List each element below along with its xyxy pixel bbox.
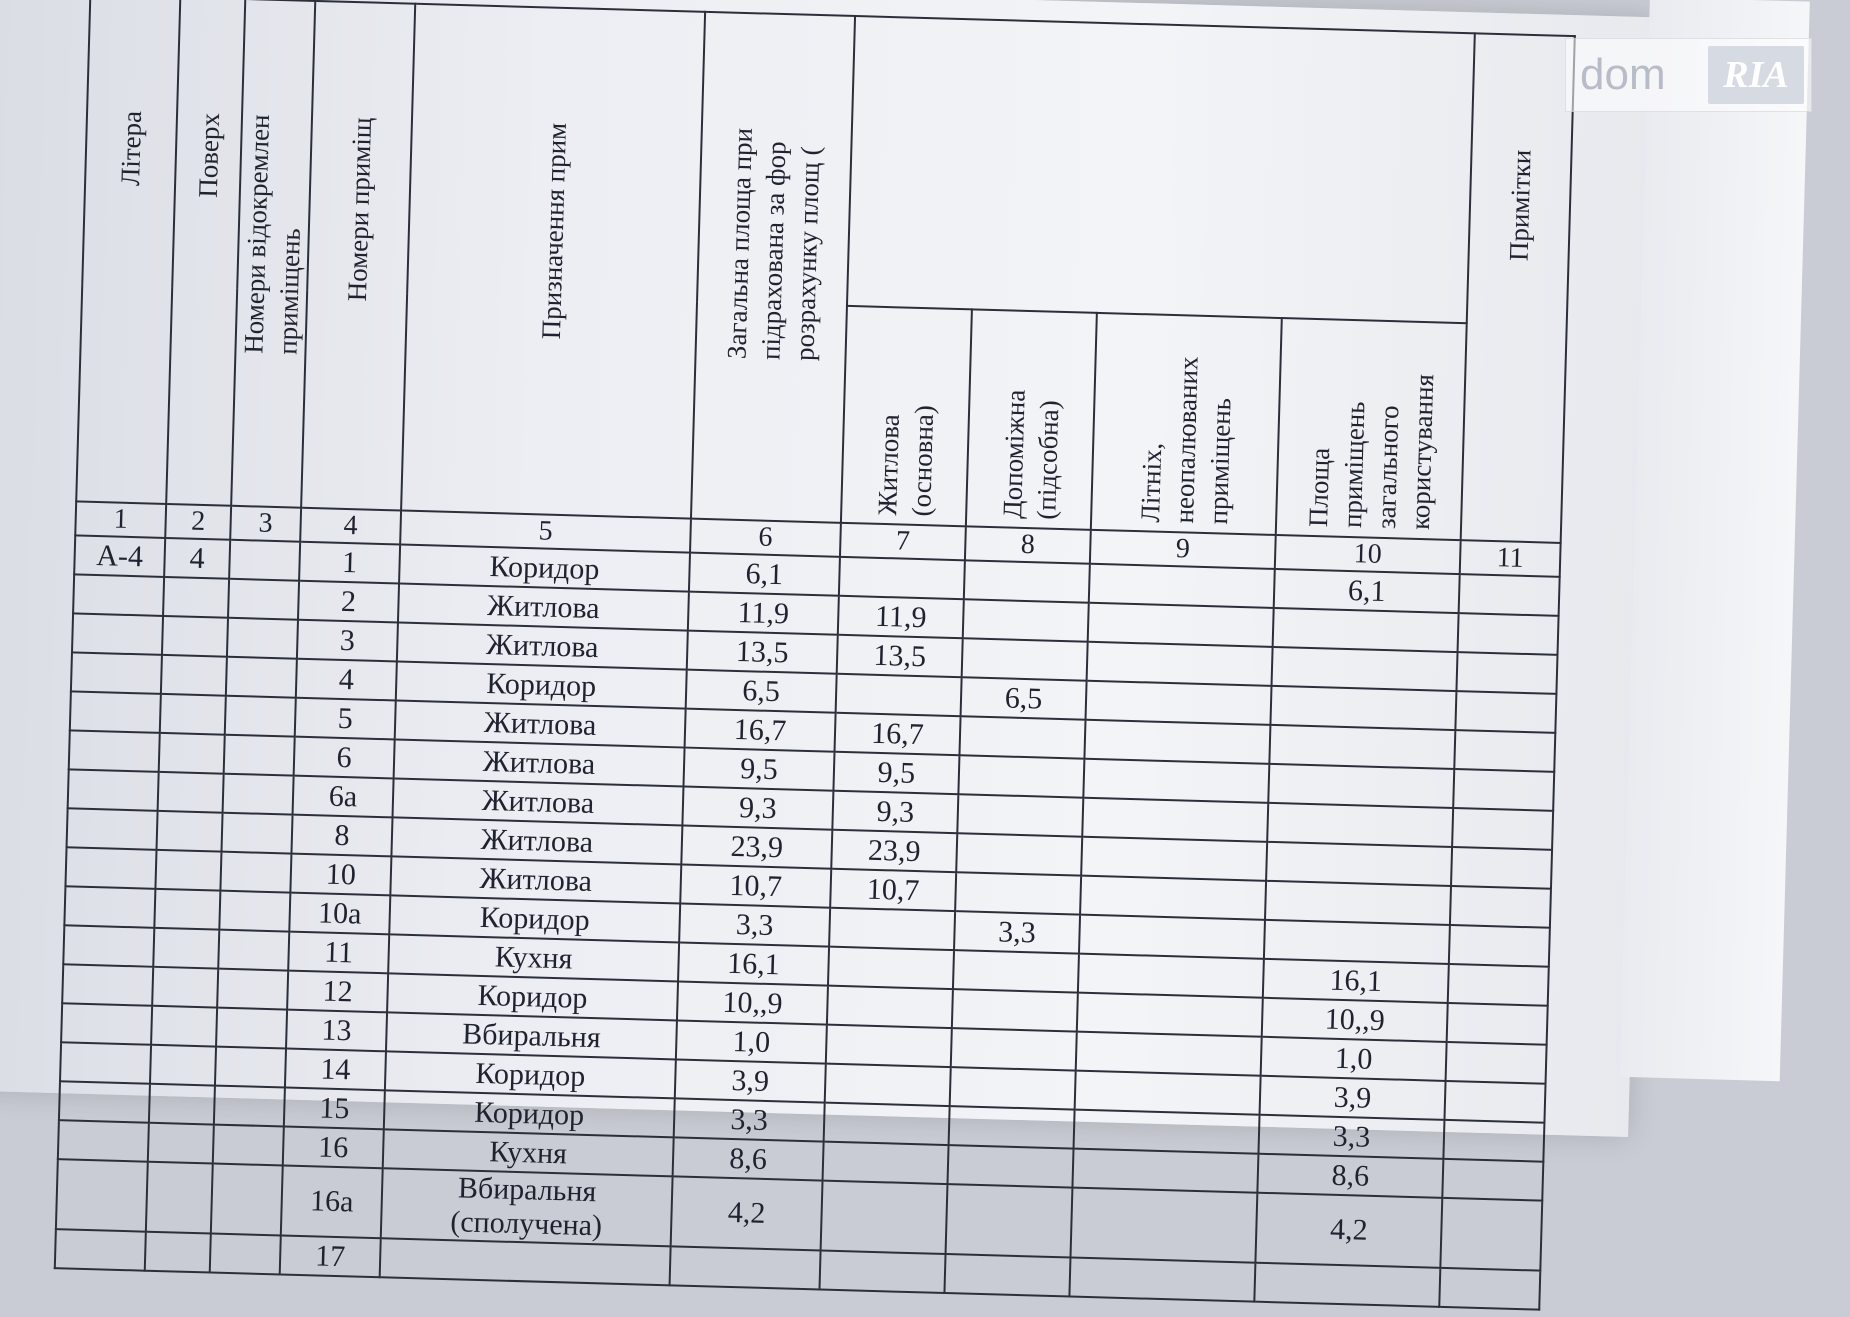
cell-common-area: 8,6 <box>1257 1154 1443 1198</box>
cell-note <box>1447 1003 1548 1045</box>
cell-summer-area <box>1088 603 1274 647</box>
cell-floor <box>154 889 220 930</box>
cell-purpose <box>380 1238 671 1285</box>
cell-separate <box>225 696 296 737</box>
cell-floor <box>148 1123 214 1164</box>
cell-litera <box>72 613 163 654</box>
cell-total-area: 16,7 <box>685 709 836 752</box>
cell-note <box>1454 730 1555 772</box>
cell-summer-area <box>1069 1258 1255 1302</box>
cell-litera <box>58 1120 149 1161</box>
cell-common-area <box>1268 764 1454 808</box>
cell-common-area <box>1264 920 1450 964</box>
header-summer-rooms: Літніх, неопалюваних приміщень <box>1091 313 1282 535</box>
cell-common-area: 3,3 <box>1258 1115 1444 1159</box>
cell-room-number: 5 <box>295 698 396 740</box>
cell-common-area <box>1269 725 1455 769</box>
cell-summer-area <box>1074 1110 1260 1154</box>
cell-room-number: 15 <box>284 1088 385 1130</box>
cell-common-area: 1,0 <box>1261 1037 1447 1081</box>
cell-separate <box>220 852 291 893</box>
cell-summer-area <box>1086 681 1272 725</box>
cell-note <box>1458 613 1559 655</box>
cell-common-area: 4,2 <box>1255 1193 1442 1268</box>
header-total-area: Загальна площа при підрахована за фор розрахунку площ ( <box>691 12 855 523</box>
cell-floor <box>145 1232 211 1273</box>
cell-summer-area <box>1082 798 1268 842</box>
cell-living-area: 13,5 <box>837 635 963 677</box>
header-floor: Поверх <box>166 0 245 506</box>
column-number: 8 <box>965 526 1091 563</box>
cell-auxiliary-area <box>956 833 1082 875</box>
cell-separate <box>228 579 299 620</box>
cell-litera <box>67 808 158 849</box>
cell-summer-area <box>1070 1188 1257 1263</box>
cell-litera <box>64 886 155 927</box>
cell-purpose: Житлова <box>393 778 684 825</box>
cell-litera <box>55 1229 146 1270</box>
header-living-area: Житлова (основна) <box>841 306 972 526</box>
cell-note <box>1453 769 1554 811</box>
ria-logo-icon: RIA <box>1708 46 1804 104</box>
header-separate-rooms: Номери відокремлен приміщень <box>231 0 315 508</box>
header-area-group <box>847 16 1475 323</box>
column-number: 5 <box>400 511 691 553</box>
cell-room-number: 10 <box>290 854 391 896</box>
cell-auxiliary-area <box>946 1184 1073 1257</box>
cell-separate <box>218 930 289 971</box>
cell-summer-area <box>1083 759 1269 803</box>
cell-floor <box>151 1006 217 1047</box>
cell-room-number: 11 <box>288 932 389 974</box>
cell-floor <box>155 850 221 891</box>
cell-living-area <box>823 1142 949 1184</box>
cell-purpose: Житлова <box>391 817 682 864</box>
cell-note <box>1443 1120 1544 1162</box>
cell-total-area: 13,5 <box>687 631 838 674</box>
cell-total-area: 8,6 <box>673 1137 824 1180</box>
cell-separate <box>211 1164 283 1236</box>
cell-summer-area <box>1084 720 1270 764</box>
cell-litera <box>63 925 154 966</box>
cell-room-number: 6 <box>294 737 395 779</box>
cell-summer-area <box>1072 1149 1258 1193</box>
cell-litera <box>73 574 164 615</box>
cell-living-area <box>819 1251 945 1293</box>
cell-purpose: Кухня <box>388 934 679 981</box>
cell-auxiliary-area <box>949 1106 1075 1148</box>
cell-note <box>1440 1198 1542 1271</box>
cell-summer-area <box>1077 993 1263 1037</box>
cell-living-area: 11,9 <box>838 596 964 638</box>
cell-room-number: 14 <box>285 1049 386 1091</box>
cell-living-area <box>829 908 955 950</box>
cell-room-number: 17 <box>280 1235 381 1277</box>
cell-total-area: 3,3 <box>674 1098 825 1141</box>
cell-litera <box>65 847 156 888</box>
cell-note <box>1444 1081 1545 1123</box>
cell-separate <box>213 1125 284 1166</box>
cell-separate <box>221 813 292 854</box>
cell-total-area: 11,9 <box>688 592 839 635</box>
cell-auxiliary-area <box>944 1254 1070 1296</box>
cell-auxiliary-area <box>957 794 1083 836</box>
cell-room-number: 16 <box>283 1126 384 1168</box>
cell-summer-area <box>1087 642 1273 686</box>
cell-litera <box>62 964 153 1005</box>
column-number: 10 <box>1275 535 1461 574</box>
cell-note <box>1451 847 1552 889</box>
cell-floor <box>157 811 223 852</box>
cell-litera: А-4 <box>74 535 165 576</box>
cell-floor <box>162 616 228 657</box>
cell-common-area <box>1266 842 1452 886</box>
cell-purpose: Житлова <box>394 739 685 786</box>
cell-summer-area <box>1075 1071 1261 1115</box>
cell-summer-area <box>1078 954 1264 998</box>
cell-separate <box>215 1047 286 1088</box>
cell-floor <box>163 577 229 618</box>
cell-total-area: 6,1 <box>689 553 840 596</box>
room-area-table <box>54 0 1576 1311</box>
cell-floor <box>149 1084 215 1125</box>
cell-total-area: 3,9 <box>675 1059 826 1102</box>
cell-common-area: 10,,9 <box>1262 998 1448 1042</box>
cell-auxiliary-area <box>964 560 1090 602</box>
cell-total-area: 16,1 <box>678 942 829 985</box>
cell-litera <box>71 652 162 693</box>
cell-note <box>1449 925 1550 967</box>
cell-purpose: Коридор <box>389 895 680 942</box>
column-number: 1 <box>75 501 166 537</box>
sheet-fold <box>1620 0 1810 1081</box>
cell-common-area <box>1273 608 1459 652</box>
cell-room-number: 16а <box>281 1165 383 1238</box>
cell-total-area: 6,5 <box>686 670 837 713</box>
cell-room-number: 6а <box>293 776 394 818</box>
cell-summer-area <box>1080 876 1266 920</box>
cell-purpose: Вбиральня (сполучена) <box>381 1168 673 1246</box>
cell-common-area <box>1267 803 1453 847</box>
cell-separate <box>226 657 297 698</box>
room-rows <box>55 535 1560 1309</box>
cell-living-area: 10,7 <box>830 869 956 911</box>
cell-living-area <box>824 1103 950 1145</box>
cell-common-area <box>1272 647 1458 691</box>
cell-total-area: 10,,9 <box>677 981 828 1024</box>
cell-note <box>1456 652 1557 694</box>
cell-note <box>1439 1268 1540 1310</box>
cell-purpose: Коридор <box>387 973 678 1020</box>
cell-auxiliary-area <box>958 755 1084 797</box>
cell-separate <box>217 969 288 1010</box>
cell-summer-area <box>1076 1032 1262 1076</box>
cell-summer-area <box>1081 837 1267 881</box>
cell-separate <box>214 1086 285 1127</box>
cell-floor <box>158 772 224 813</box>
cell-separate <box>219 891 290 932</box>
column-number: 11 <box>1460 540 1561 577</box>
cell-total-area: 9,3 <box>682 787 833 830</box>
column-number: 2 <box>165 504 231 540</box>
cell-living-area <box>826 1025 952 1067</box>
cell-common-area <box>1270 686 1456 730</box>
cell-living-area: 16,7 <box>835 713 961 755</box>
header-room-numbers: Номери приміщ <box>301 1 415 511</box>
cell-total-area: 9,5 <box>683 748 834 791</box>
cell-separate <box>210 1233 281 1274</box>
cell-note <box>1459 574 1560 616</box>
column-number: 3 <box>230 506 301 542</box>
cell-floor <box>150 1045 216 1086</box>
cell-auxiliary-area <box>950 1067 1076 1109</box>
cell-auxiliary-area <box>955 872 1081 914</box>
column-number: 6 <box>690 519 841 557</box>
header-common-area: Площа приміщень загального користування <box>1276 318 1467 540</box>
cell-common-area <box>1254 1263 1440 1307</box>
cell-floor <box>159 733 225 774</box>
cell-summer-area <box>1079 915 1265 959</box>
cell-floor <box>160 694 226 735</box>
cell-purpose: Вбиральня <box>386 1012 677 1059</box>
cell-common-area: 16,1 <box>1263 959 1449 1003</box>
cell-note <box>1442 1159 1543 1201</box>
cell-room-number: 8 <box>291 815 392 857</box>
cell-floor <box>152 967 218 1008</box>
cell-room-number: 13 <box>286 1010 387 1052</box>
cell-common-area <box>1265 881 1451 925</box>
cell-litera <box>70 691 161 732</box>
cell-living-area <box>836 674 962 716</box>
cell-auxiliary-area: 6,5 <box>961 677 1087 719</box>
cell-separate <box>216 1008 287 1049</box>
cell-purpose: Житлова <box>397 622 688 669</box>
cell-summer-area <box>1089 564 1275 608</box>
cell-room-number: 10а <box>289 893 390 935</box>
header-litera: Літера <box>76 0 180 504</box>
cell-living-area: 9,5 <box>833 752 959 794</box>
cell-room-number: 1 <box>299 542 400 584</box>
cell-litera <box>68 769 159 810</box>
cell-living-area: 9,3 <box>832 791 958 833</box>
cell-living-area: 23,9 <box>831 830 957 872</box>
cell-litera <box>56 1159 148 1231</box>
cell-total-area: 4,2 <box>671 1176 823 1250</box>
watermark-dom-text: dom <box>1580 50 1666 99</box>
column-number: 4 <box>300 508 401 545</box>
cell-litera <box>60 1042 151 1083</box>
cell-floor <box>161 655 227 696</box>
cell-auxiliary-area <box>963 599 1089 641</box>
cell-living-area <box>827 986 953 1028</box>
cell-auxiliary-area <box>947 1145 1073 1187</box>
cell-auxiliary-area <box>959 716 1085 758</box>
cell-separate <box>229 540 300 581</box>
cell-living-area <box>825 1064 951 1106</box>
cell-total-area: 3,3 <box>679 903 830 946</box>
cell-floor: 4 <box>164 538 230 579</box>
cell-auxiliary-area <box>953 950 1079 992</box>
cell-total-area <box>670 1246 821 1289</box>
cell-purpose: Житлова <box>390 856 681 903</box>
cell-auxiliary-area <box>952 989 1078 1031</box>
cell-auxiliary-area: 3,3 <box>954 911 1080 953</box>
cell-purpose: Коридор <box>399 545 690 592</box>
cell-room-number: 2 <box>298 581 399 623</box>
cell-purpose: Коридор <box>384 1090 675 1137</box>
cell-purpose: Житлова <box>398 583 689 630</box>
cell-total-area: 10,7 <box>680 864 831 907</box>
cell-purpose: Коридор <box>385 1051 676 1098</box>
cell-litera <box>59 1081 150 1122</box>
cell-floor <box>153 928 219 969</box>
dom-ria-watermark <box>1565 38 1812 112</box>
cell-separate <box>227 618 298 659</box>
cell-room-number: 4 <box>296 659 397 701</box>
cell-living-area <box>828 947 954 989</box>
cell-note <box>1448 964 1549 1006</box>
cell-note <box>1452 808 1553 850</box>
cell-purpose: Коридор <box>396 661 687 708</box>
cell-total-area: 1,0 <box>676 1020 827 1063</box>
header-purpose: Призначення прим <box>401 4 705 519</box>
cell-living-area <box>839 557 965 599</box>
cell-room-number: 12 <box>287 971 388 1013</box>
cell-separate <box>224 735 295 776</box>
column-number: 9 <box>1090 530 1276 569</box>
cell-auxiliary-area <box>962 638 1088 680</box>
header-auxiliary-area: Допоміжна (підсобна) <box>966 309 1097 529</box>
cell-note <box>1450 886 1551 928</box>
cell-note <box>1455 691 1556 733</box>
cell-common-area: 6,1 <box>1274 569 1460 613</box>
header-notes: Примітки <box>1461 33 1575 543</box>
cell-living-area <box>821 1181 948 1254</box>
cell-auxiliary-area <box>951 1028 1077 1070</box>
cell-separate <box>223 774 294 815</box>
cell-note <box>1446 1042 1547 1084</box>
cell-purpose: Житлова <box>395 700 686 747</box>
cell-litera <box>61 1003 152 1044</box>
header-row <box>82 0 1575 326</box>
cell-litera <box>69 730 160 771</box>
cell-purpose: Кухня <box>383 1129 674 1176</box>
cell-room-number: 3 <box>297 620 398 662</box>
cell-total-area: 23,9 <box>681 826 832 869</box>
column-number: 7 <box>840 523 966 560</box>
cell-floor <box>146 1162 213 1234</box>
cell-common-area: 3,9 <box>1260 1076 1446 1120</box>
